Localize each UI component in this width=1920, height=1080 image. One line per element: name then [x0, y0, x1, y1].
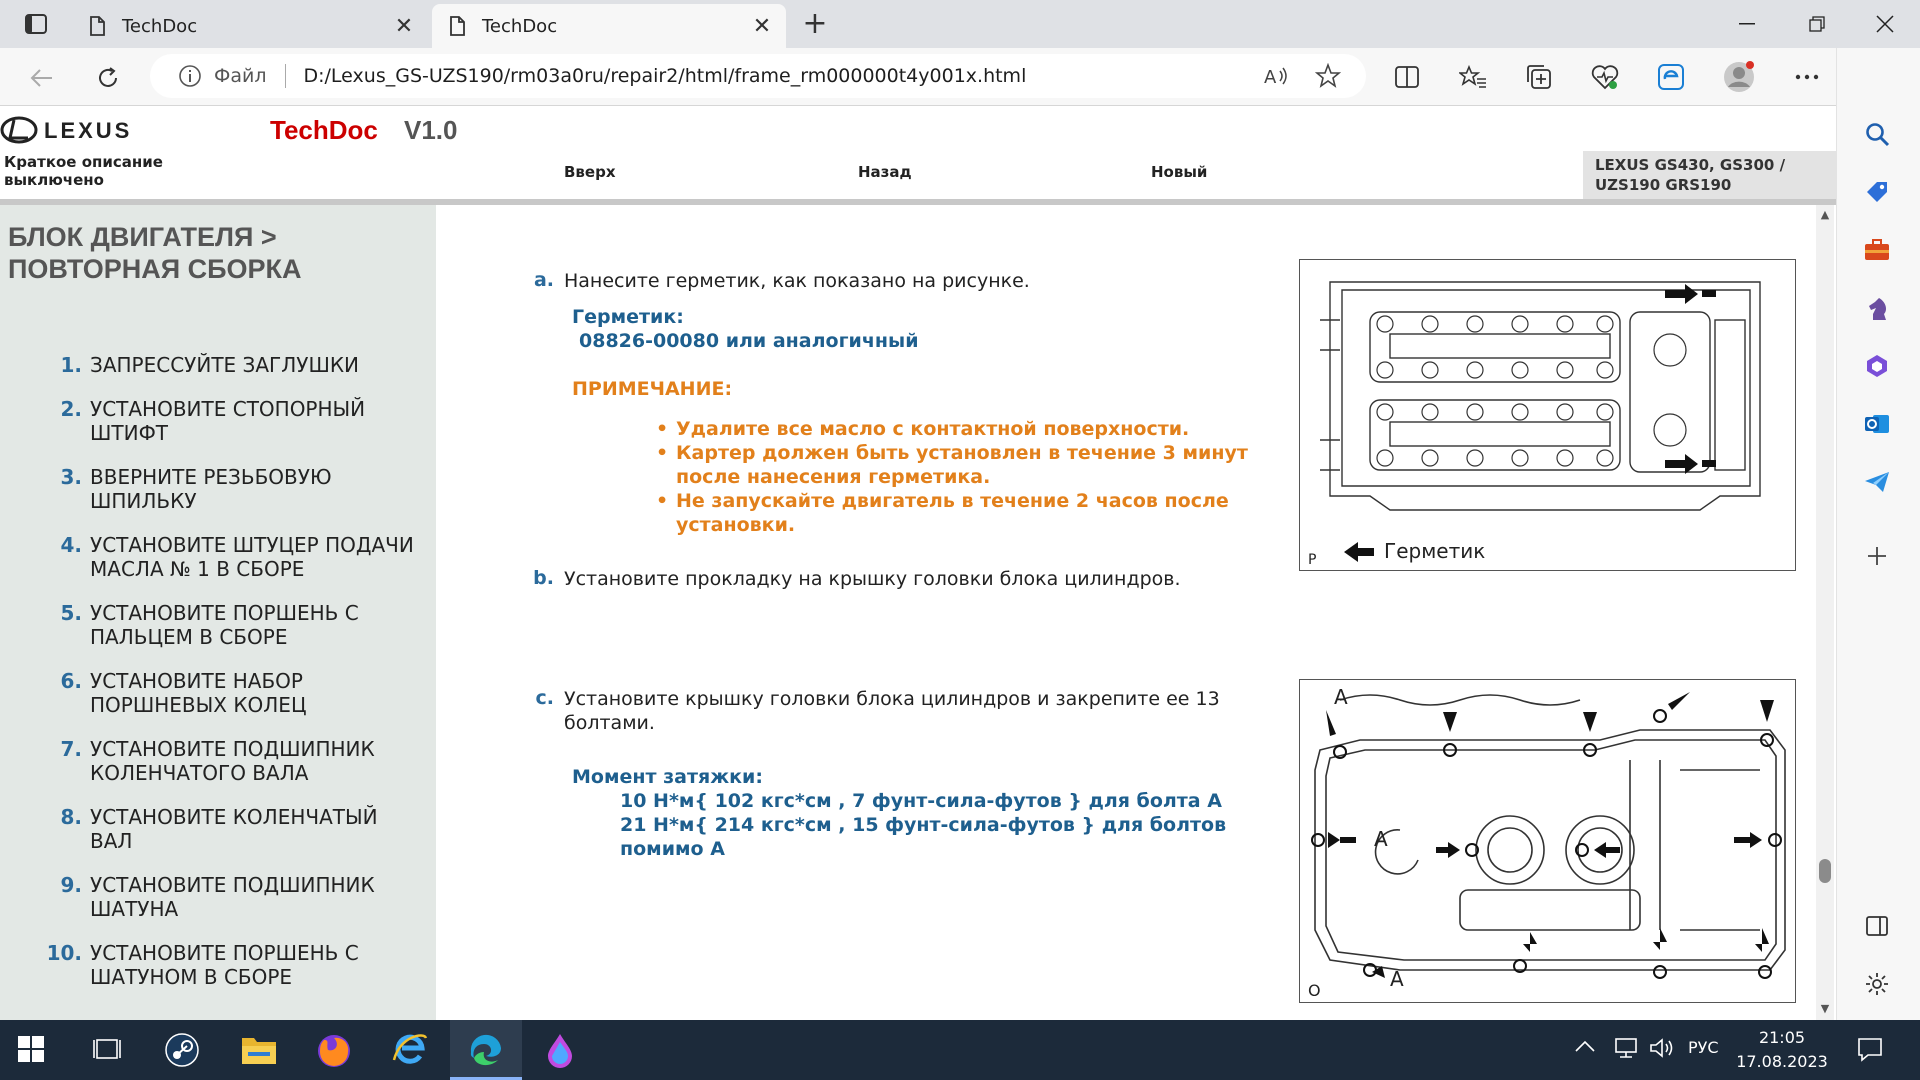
back-arrow-icon[interactable] [24, 60, 60, 96]
address-bar[interactable] [150, 54, 1366, 98]
step-number: 10. [46, 941, 82, 965]
input-language[interactable]: РУС [1688, 1038, 1719, 1057]
figure-corner-label: P [1308, 552, 1317, 568]
favorite-star-icon[interactable] [1314, 62, 1342, 90]
step-number: 3. [60, 465, 82, 489]
notifications-icon[interactable] [1856, 1036, 1886, 1064]
note-item: • Удалите все масло с контактной поверхности. [656, 417, 1286, 441]
model-line-1: LEXUS GS430, GS300 / [1595, 156, 1786, 174]
section-title-line-2: ПОВТОРНАЯ СБОРКА [8, 254, 302, 284]
steam-icon[interactable] [164, 1032, 200, 1068]
browser-tab-strip [0, 0, 1920, 48]
bolt-a-label: A [1374, 827, 1388, 851]
firefox-icon[interactable] [314, 1030, 354, 1070]
section-title-line-1: БЛОК ДВИГАТЕЛЯ > [8, 222, 277, 252]
step-text-line: Установите крышку головки блока цилиндров и закрепите ее 13 [564, 688, 1220, 710]
nav-step-item[interactable] [62, 353, 422, 377]
nav-step-item[interactable] [62, 533, 422, 581]
summary-state: выключено [4, 171, 104, 189]
step-letter: a. [533, 269, 554, 291]
step-label: УСТАНОВИТЕ ПОДШИПНИК КОЛЕНЧАТОГО ВАЛА [90, 737, 375, 785]
engine-block-drawing [1300, 260, 1795, 570]
nav-step-item[interactable] [62, 601, 422, 649]
scroll-up-arrow-icon[interactable]: ▲ [1820, 208, 1830, 221]
close-tab-icon[interactable]: ✕ [752, 13, 772, 39]
new-tab-button[interactable]: + [802, 6, 828, 41]
scroll-down-arrow-icon[interactable]: ▼ [1820, 1002, 1830, 1015]
torque-line: 21 Н*м{ 214 кгс*см , 15 фунт-сила-футов } для болтов [620, 814, 1227, 836]
note-list [656, 417, 1286, 537]
procedure-nav-panel [0, 205, 436, 1020]
browser-toolbar [0, 48, 1920, 106]
lexus-logo [0, 113, 146, 147]
file-explorer-icon[interactable] [240, 1032, 278, 1068]
volume-icon[interactable] [1648, 1036, 1676, 1064]
nav-step-item[interactable] [62, 465, 422, 513]
sealant-diagram [1299, 259, 1796, 571]
step-number: 5. [60, 601, 82, 625]
windows-start-icon[interactable] [16, 1034, 50, 1066]
step-number: 6. [60, 669, 82, 693]
clock[interactable] [1734, 1026, 1830, 1074]
separator [285, 64, 286, 88]
step-number: 2. [60, 397, 82, 421]
nav-step-item[interactable] [62, 397, 422, 445]
bolt-a-label: A [1390, 967, 1404, 991]
step-text [564, 687, 1284, 735]
browser-tab-1[interactable] [72, 4, 428, 48]
model-line-2: UZS190 GRS190 [1595, 176, 1732, 194]
nav-step-item[interactable] [62, 737, 422, 785]
torque-line: помимо A [620, 838, 725, 860]
note-label: ПРИМЕЧАНИЕ: [572, 378, 733, 400]
add-sidebar-app-icon[interactable] [1859, 538, 1895, 574]
cylinder-head-cover-drawing [1300, 680, 1795, 1002]
nav-up-link[interactable]: Вверх [564, 163, 616, 181]
url-text[interactable]: D:/Lexus_GS-UZS190/rm03a0ru/repair2/html/frame_rm000000t4y001x.html [303, 65, 1027, 87]
head-cover-diagram [1299, 679, 1796, 1003]
step-label: ВВЕРНИТЕ РЕЗЬБОВУЮ ШПИЛЬКУ [90, 465, 332, 513]
more-options-icon[interactable] [1790, 60, 1824, 94]
nav-back-link[interactable]: Назад [858, 163, 912, 181]
settings-gear-icon[interactable] [1859, 966, 1895, 1002]
hide-sidebar-icon[interactable] [1859, 908, 1895, 944]
close-window-icon[interactable] [1856, 6, 1914, 42]
microsoft-365-icon[interactable] [1859, 348, 1895, 384]
step-label: УСТАНОВИТЕ ПОДШИПНИК ШАТУНА [90, 873, 375, 921]
figure-corner-label: O [1308, 981, 1321, 1000]
shopping-tag-icon[interactable] [1859, 174, 1895, 210]
content-scrollbar-thumb[interactable] [1819, 859, 1831, 883]
browser-essentials-icon[interactable] [1588, 60, 1622, 94]
close-tab-icon[interactable]: ✕ [394, 13, 414, 39]
step-number: 9. [60, 873, 82, 897]
svg-text:LEXUS: LEXUS [44, 118, 133, 143]
step-label: УСТАНОВИТЕ СТОПОРНЫЙ ШТИФТ [90, 397, 366, 445]
procedure-content [436, 205, 1836, 1020]
step-number: 4. [60, 533, 82, 557]
step-number: 1. [60, 353, 82, 377]
network-icon[interactable] [1612, 1036, 1640, 1064]
restore-icon[interactable] [1788, 6, 1846, 42]
step-letter: c. [535, 687, 554, 709]
send-telegram-icon[interactable] [1859, 464, 1895, 500]
refresh-icon[interactable] [90, 60, 126, 96]
summary-toggle[interactable] [4, 153, 204, 189]
page-icon [86, 15, 108, 37]
internet-explorer-icon[interactable] [390, 1030, 430, 1070]
task-view-icon[interactable] [92, 1034, 124, 1066]
step-text: Нанесите герметик, как показано на рисунке. [564, 270, 1030, 292]
minimize-icon[interactable] [1718, 6, 1776, 42]
windows-taskbar [0, 1020, 1920, 1080]
tab-actions-icon[interactable] [14, 10, 58, 38]
nav-new-link[interactable]: Новый [1151, 163, 1208, 181]
sealant-label: Герметик: [572, 306, 684, 328]
step-label: УСТАНОВИТЕ НАБОР ПОРШНЕВЫХ КОЛЕЦ [90, 669, 307, 717]
content-scrollbar[interactable] [1816, 205, 1834, 1020]
vehicle-model-box [1583, 151, 1836, 201]
svg-text:A: A [1264, 67, 1277, 87]
nav-step-item[interactable] [62, 805, 422, 853]
tab-title: TechDoc [482, 15, 558, 37]
edge-sidebar [1836, 48, 1920, 1020]
search-icon[interactable] [1859, 116, 1895, 152]
techdoc-page [0, 107, 1836, 1020]
note-item: • Не запускайте двигатель в течение 2 часов после установки. [656, 489, 1286, 537]
games-chess-icon[interactable] [1859, 290, 1895, 326]
step-text-line: болтами. [564, 712, 655, 734]
figure-legend-label: Герметик [1384, 539, 1486, 563]
nav-step-item[interactable] [46, 941, 422, 989]
clock-time: 21:05 [1758, 1028, 1806, 1047]
read-aloud-icon[interactable] [1262, 62, 1290, 90]
nav-step-item[interactable] [62, 873, 422, 921]
note-item: • Картер должен быть установлен в течение 3 минут после нанесения герметика. [656, 441, 1286, 489]
step-label: УСТАНОВИТЕ КОЛЕНЧАТЫЙ ВАЛ [90, 805, 378, 853]
favorites-icon[interactable] [1456, 60, 1490, 94]
info-icon[interactable] [178, 64, 202, 88]
outlook-icon[interactable] [1859, 406, 1895, 442]
collections-icon[interactable] [1522, 60, 1556, 94]
step-text: Установите прокладку на крышку головки блока цилиндров. [564, 568, 1181, 590]
step-label: УСТАНОВИТЕ ПОРШЕНЬ С ПАЛЬЦЕМ В СБОРЕ [90, 601, 359, 649]
torque-values [620, 789, 1300, 861]
browser-tab-2[interactable] [432, 4, 786, 48]
step-label: УСТАНОВИТЕ ПОРШЕНЬ С ШАТУНОМ В СБОРЕ [90, 941, 359, 989]
torque-line: 10 Н*м{ 102 кгс*см , 7 фунт-сила-футов } для болта A [620, 790, 1222, 812]
app-version: V1.0 [404, 115, 458, 145]
tab-title: TechDoc [122, 15, 198, 37]
step-label: ЗАПРЕССУЙТЕ ЗАГЛУШКИ [90, 353, 360, 377]
app-name: TechDoc [270, 115, 378, 145]
clock-date: 17.08.2023 [1736, 1052, 1828, 1071]
step-number: 7. [60, 737, 82, 761]
edge-extension-icon[interactable] [1654, 60, 1688, 94]
step-number: 8. [60, 805, 82, 829]
tools-briefcase-icon[interactable] [1859, 232, 1895, 268]
section-title [8, 221, 408, 285]
show-hidden-icons-chevron-icon[interactable] [1574, 1038, 1598, 1062]
step-label: УСТАНОВИТЕ ШТУЦЕР ПОДАЧИ МАСЛА № 1 В СБОРЕ [90, 533, 414, 581]
bolt-a-label: A [1334, 685, 1348, 709]
split-screen-icon[interactable] [1390, 60, 1424, 94]
sealant-value: 08826-00080 или аналогичный [579, 330, 919, 352]
step-letter: b. [533, 567, 554, 589]
profile-avatar[interactable] [1722, 60, 1756, 94]
url-scheme-label: Файл [214, 65, 267, 87]
paint-drop-icon[interactable] [540, 1030, 580, 1070]
procedure-step-list [46, 353, 422, 1009]
torque-label: Момент затяжки: [572, 766, 763, 788]
page-icon [446, 15, 468, 37]
edge-taskbar-button[interactable] [450, 1020, 522, 1080]
edge-icon [466, 1030, 506, 1070]
techdoc-header [0, 107, 1836, 205]
summary-label: Краткое описание [4, 153, 163, 171]
nav-step-item[interactable] [62, 669, 422, 717]
